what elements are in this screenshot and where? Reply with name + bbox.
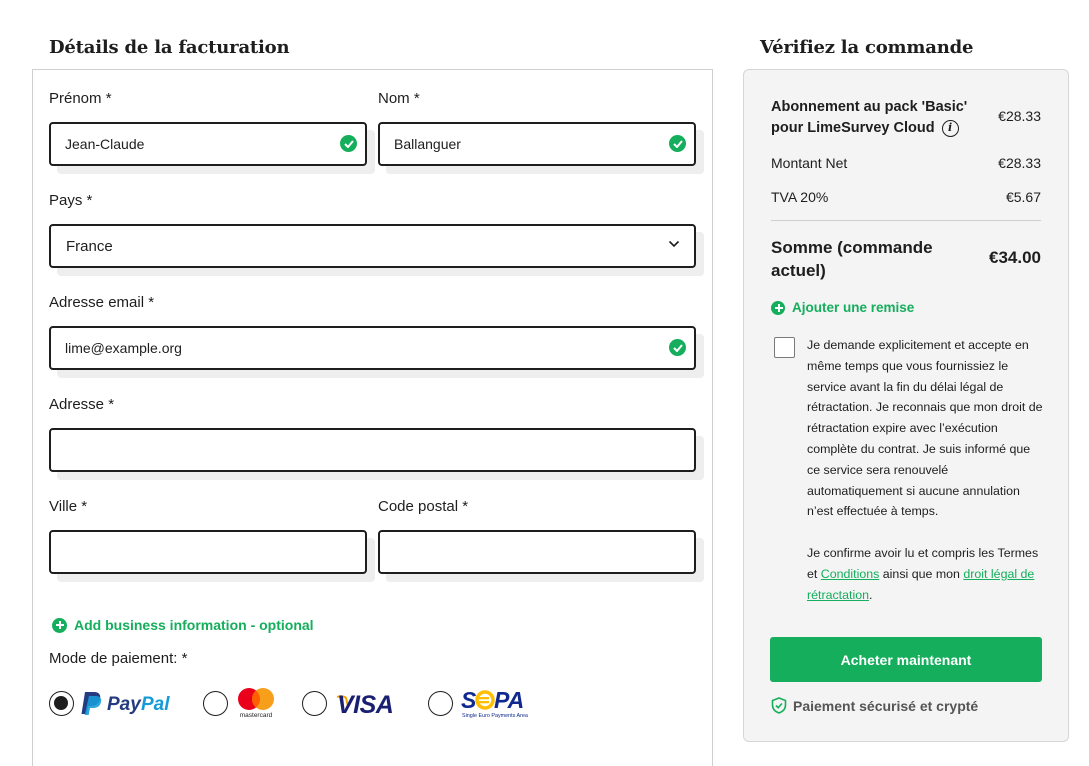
country-value: France [66, 237, 113, 255]
withdrawal-right-link[interactable]: droit légal de rétractation [807, 566, 1035, 602]
svg-text:Pal: Pal [141, 694, 170, 715]
mastercard-logo-icon [234, 686, 278, 720]
first-name-label: Prénom * [49, 90, 112, 107]
address-label: Adresse * [49, 396, 115, 413]
order-title: Vérifiez la commande [760, 37, 974, 58]
valid-check-icon [669, 339, 686, 356]
billing-title: Détails de la facturation [49, 37, 290, 58]
email-field[interactable] [49, 326, 696, 370]
secure-payment-label: Paiement sécurisé et crypté [793, 697, 979, 714]
net-amount-value: €28.33 [998, 155, 1041, 171]
visa-logo-icon [335, 689, 403, 717]
summary-divider [771, 220, 1041, 221]
mastercard-radio[interactable] [203, 691, 228, 716]
add-business-info-label: Add business information - optional [74, 617, 314, 633]
consent-checkbox[interactable] [774, 337, 795, 358]
payment-option-visa[interactable] [302, 686, 403, 720]
country-label: Pays * [49, 192, 93, 209]
total-label-line2: actuel) [771, 261, 826, 280]
sepa-logo-icon [460, 686, 532, 720]
net-amount-label: Montant Net [771, 155, 848, 171]
first-name-value: Jean-Claude [65, 136, 145, 152]
svg-text:S: S [461, 687, 477, 713]
email-value: lime@example.org [65, 340, 182, 356]
payment-option-sepa[interactable] [428, 686, 532, 720]
city-field[interactable] [49, 530, 367, 574]
city-label: Ville * [49, 498, 88, 515]
sepa-radio[interactable] [428, 691, 453, 716]
vat-label: TVA 20% [771, 189, 829, 205]
payment-method-label: Mode de paiement: * [49, 650, 188, 667]
svg-text:PA: PA [494, 687, 525, 713]
secure-payment-note [771, 697, 978, 714]
valid-check-icon [669, 135, 686, 152]
total-label-line1: Somme (commande [771, 238, 933, 257]
product-name-line2: pour LimeSurvey Cloud [771, 120, 935, 136]
add-discount-link[interactable] [771, 300, 914, 315]
net-amount-row [771, 155, 1041, 171]
vat-row [771, 189, 1041, 205]
postal-code-field[interactable] [378, 530, 696, 574]
buy-now-button[interactable]: Acheter maintenant [770, 637, 1042, 682]
info-icon[interactable]: i [942, 120, 959, 137]
total-value: €34.00 [989, 248, 1041, 267]
address-field[interactable] [49, 428, 696, 472]
paypal-radio[interactable] [49, 691, 74, 716]
conditions-link[interactable]: Conditions [820, 566, 880, 581]
product-name-line1: Abonnement au pack 'Basic' [771, 99, 968, 115]
terms-text: Je confirme avoir lu et compris les Termes et Conditions ainsi que mon droit légal de rétractation. [807, 546, 1039, 602]
payment-option-mastercard[interactable] [203, 686, 278, 720]
total-row [771, 236, 1041, 282]
svg-text:VISA: VISA [337, 691, 394, 717]
plus-circle-icon [771, 301, 785, 315]
last-name-value: Ballanguer [394, 136, 461, 152]
shield-check-icon [771, 697, 787, 714]
payment-option-paypal[interactable] [49, 686, 181, 720]
product-line [771, 97, 1041, 139]
paypal-logo-icon [81, 689, 181, 717]
last-name-label: Nom * [378, 90, 420, 107]
postal-code-label: Code postal * [378, 498, 469, 515]
consent-text: Je demande explicitement et accepte en même temps que vous fournissiez le service avant la fin du délai légal de rétractation. Je reconnais que mon droit de rétractation expire avec l’exécution complète du contrat. Je suis informé que ce service sera renouvelé automatiquement si aucune annulation n’est effectuée à temps. [807, 338, 1043, 519]
svg-text:Single Euro Payments Area: Single Euro Payments Area [462, 713, 528, 719]
valid-check-icon [340, 135, 357, 152]
add-business-info-link[interactable] [52, 617, 314, 633]
first-name-field[interactable] [49, 122, 367, 166]
product-price: €28.33 [998, 108, 1041, 124]
vat-value: €5.67 [1005, 189, 1041, 205]
chevron-down-icon [668, 238, 680, 250]
order-summary-panel [743, 69, 1069, 742]
svg-text:mastercard: mastercard [239, 712, 273, 719]
svg-text:Pay: Pay [107, 694, 141, 715]
last-name-field[interactable] [378, 122, 696, 166]
add-discount-label: Ajouter une remise [792, 300, 915, 315]
country-select[interactable] [49, 224, 696, 268]
email-label: Adresse email * [49, 294, 155, 311]
plus-circle-icon [52, 618, 67, 633]
visa-radio[interactable] [302, 691, 327, 716]
